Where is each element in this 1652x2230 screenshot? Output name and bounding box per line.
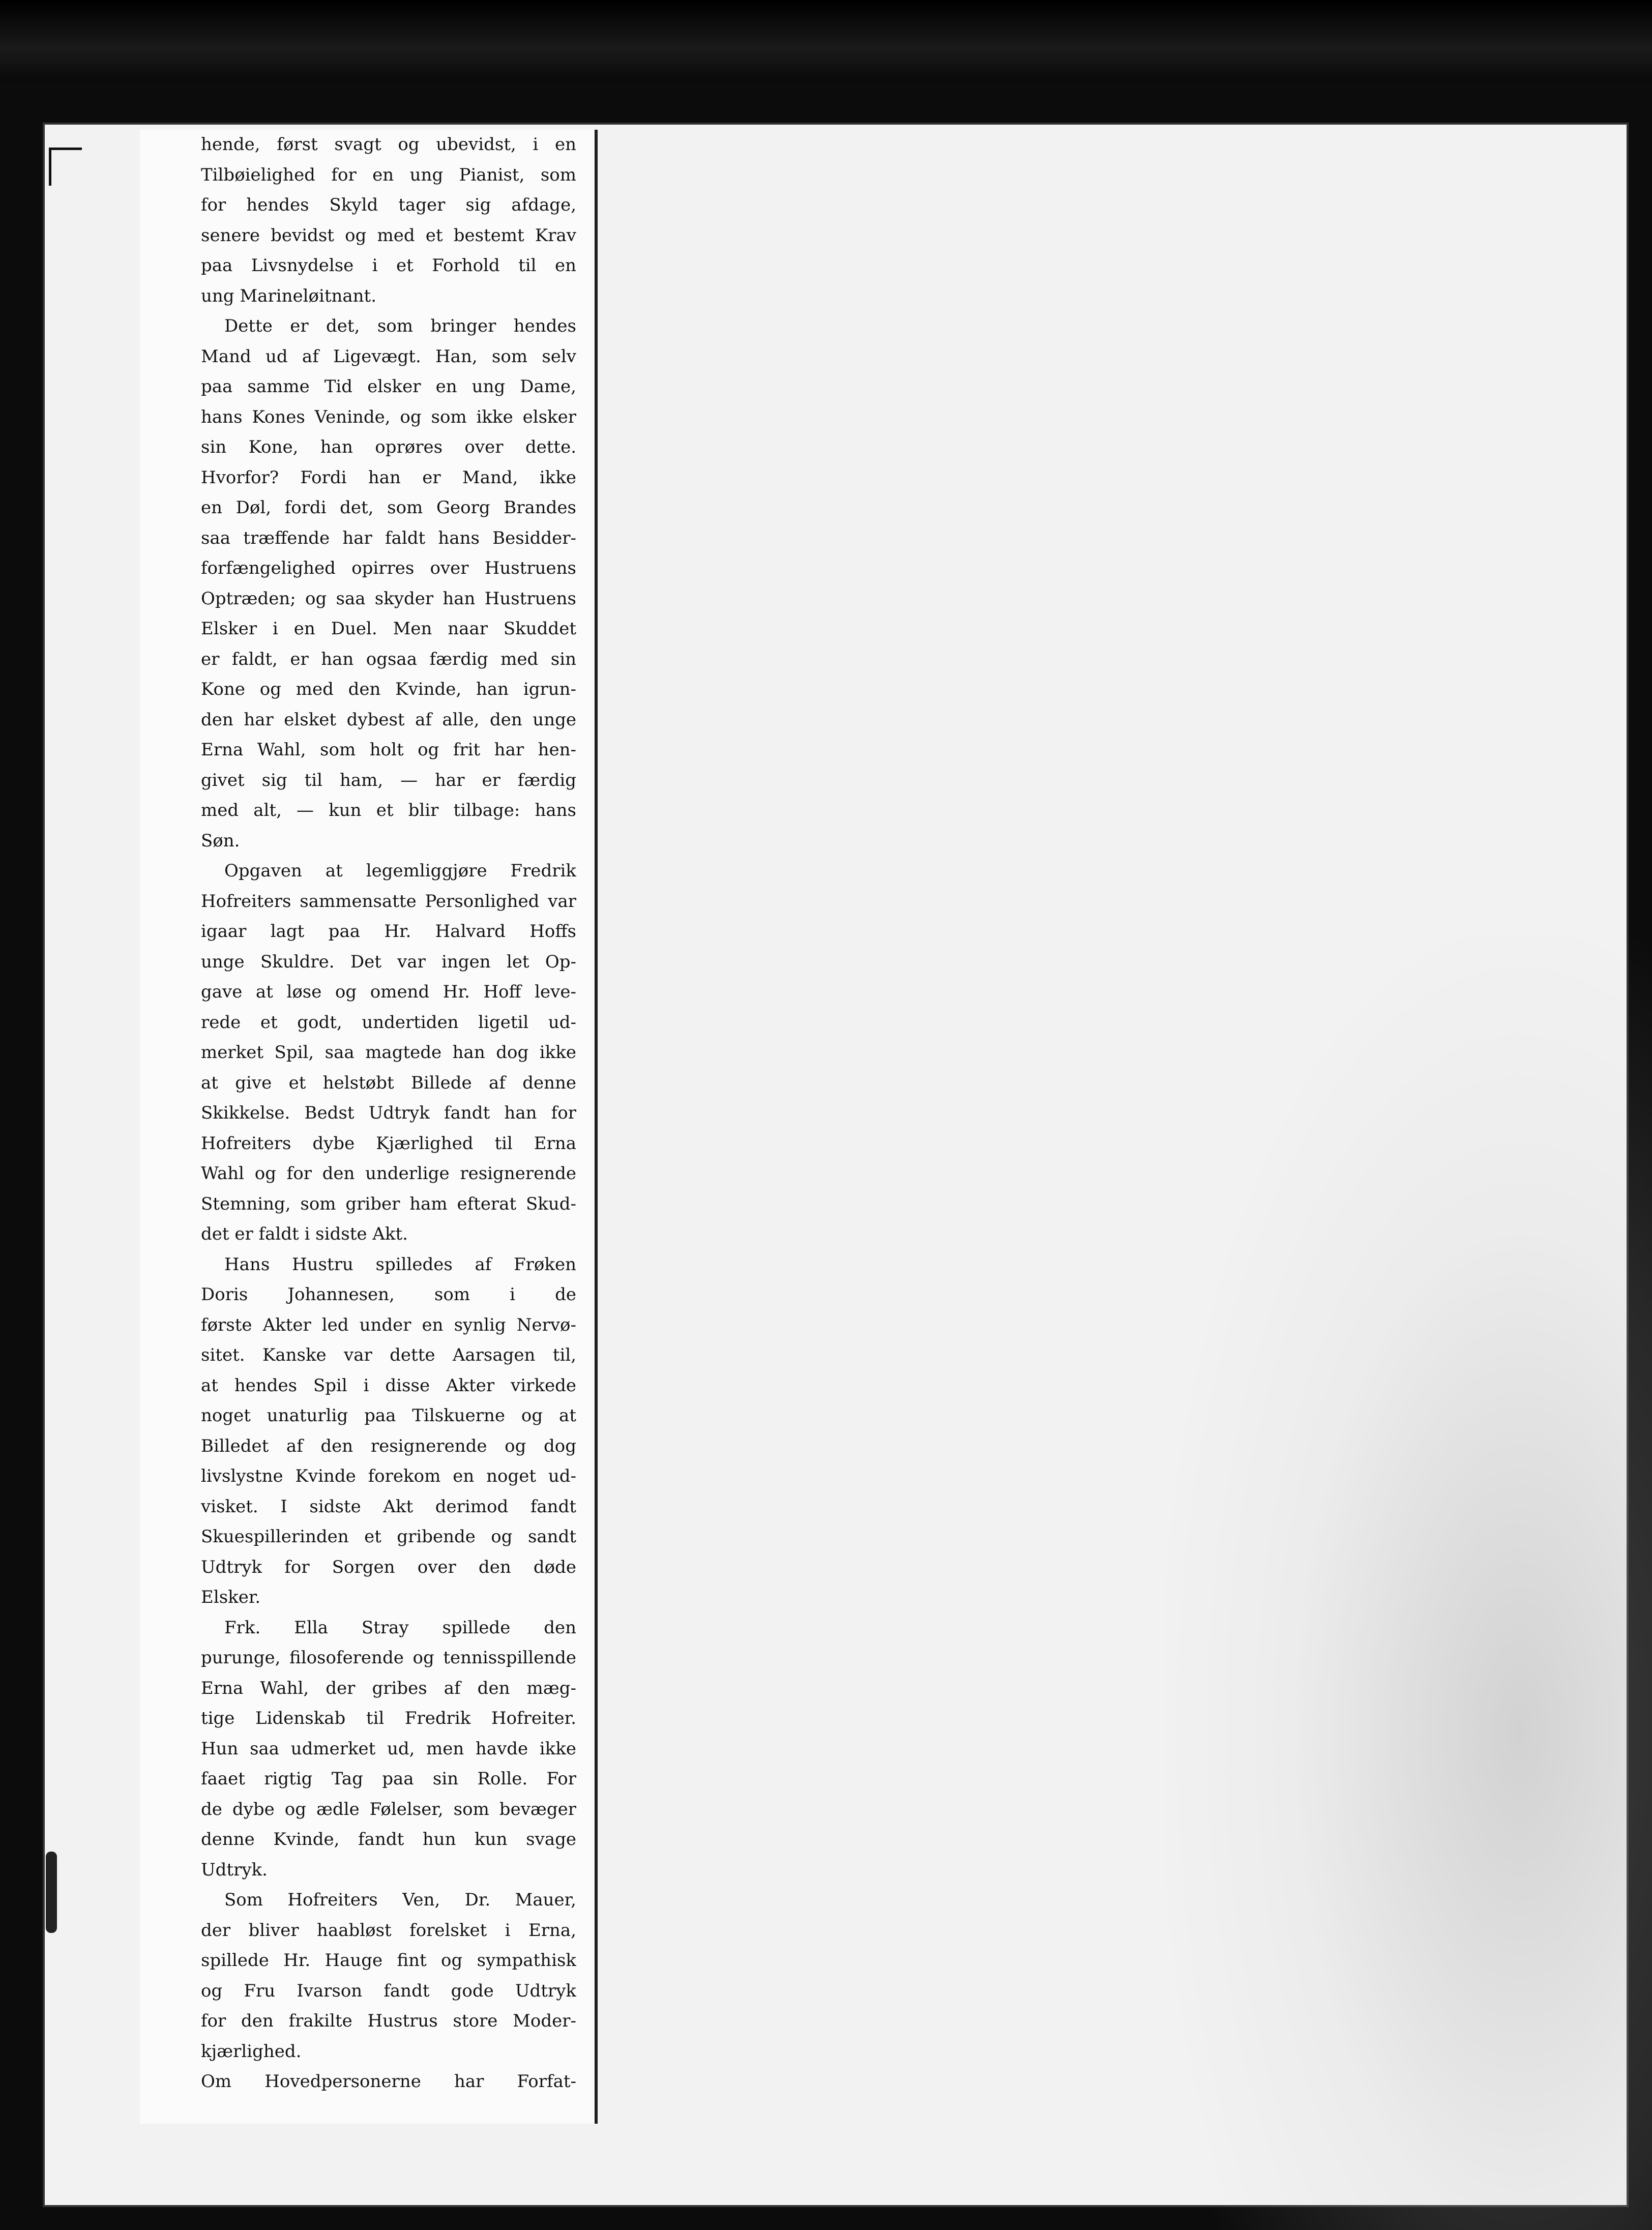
article-line: paa Livsnydelse i et Forhold til en [201,255,576,276]
article-line: purunge, filosoferende og tennisspillende [201,1648,576,1668]
article-line: ung Marineløitnant. [201,285,377,306]
article-line: de dybe og ædle Følelser, som bevæger [201,1799,576,1820]
article-line: paa samme Tid elsker en ung Dame, [201,376,576,397]
article-line: Dette er det, som bringer hendes [224,316,576,336]
article-line: for den frakilte Hustrus store Moder- [201,2011,576,2031]
article-line: at hendes Spil i disse Akter virkede [201,1375,576,1396]
article-line: Frk. Ella Stray spillede den [224,1617,576,1638]
article-line: rede et godt, undertiden ligetil ud- [201,1012,576,1033]
article-line: den har elsket dybest af alle, den unge [201,709,576,730]
article-line: at give et helstøbt Billede af denne [201,1072,576,1093]
article-line: en Døl, fordi det, som Georg Brandes [201,497,576,518]
article-line: noget unaturlig paa Tilskuerne og at [201,1405,576,1426]
article-line: Mand ud af Ligevægt. Han, som selv [201,346,576,367]
ink-blot [46,1852,57,1933]
article-line: Tilbøielighed for en ung Pianist, som [201,164,576,185]
article-line: første Akter led under en synlig Nervø- [201,1314,576,1335]
article-line: det er faldt i sidste Akt. [201,1224,408,1244]
article-line: Billedet af den resignerende og dog [201,1435,576,1456]
article-line: med alt, — kun et blir tilbage: hans [201,800,576,820]
article-line: hans Kones Veninde, og som ikke elsker [201,406,576,427]
article-line: spillede Hr. Hauge fint og sympathisk [201,1950,576,1971]
article-line: unge Skuldre. Det var ingen let Op- [201,951,576,972]
article-line: denne Kvinde, fandt hun kun svage [201,1829,576,1850]
article-line: Udtryk. [201,1859,268,1880]
article-line: hende, først svagt og ubevidst, i en [201,134,576,155]
article-line: Opgaven at legemliggjøre Fredrik [224,861,576,881]
article-line: Kone og med den Kvinde, han igrun- [201,679,576,699]
article-line: faaet rigtig Tag paa sin Rolle. For [201,1769,576,1789]
article-line: Som Hofreiters Ven, Dr. Mauer, [224,1890,576,1910]
article-line: saa træffende har faldt hans Besidder- [201,527,576,548]
article-line: merket Spil, saa magtede han dog ikke [201,1042,576,1063]
article-line: forfængelighed opirres over Hustruens [201,558,576,578]
article-line: tige Lidenskab til Fredrik Hofreiter. [201,1708,576,1728]
article-line: Erna Wahl, der gribes af den mæg- [201,1678,576,1698]
article-line: Hans Hustru spilledes af Frøken [224,1254,576,1275]
article-line: Udtryk for Sorgen over den døde [201,1557,576,1577]
article-line: og Fru Ivarson fandt gode Udtryk [201,1980,576,2001]
article-line: Hun saa udmerket ud, men havde ikke [201,1738,576,1759]
article-line: Wahl og for den underlige resignerende [201,1163,576,1184]
article-line: livslystne Kvinde forekom en noget ud- [201,1466,576,1486]
article-line: givet sig til ham, — har er færdig [201,770,576,790]
article-line: Hofreiters dybe Kjærlighed til Erna [201,1133,576,1154]
article-line: Søn. [201,830,240,851]
newspaper-clipping [140,130,598,2124]
article-line: for hendes Skyld tager sig afdage, [201,195,576,215]
article-line: Om Hovedpersonerne har Forfat- [201,2071,576,2092]
film-frame-edge [0,0,1652,81]
article-line: gave at løse og omend Hr. Hoff leve- [201,982,576,1002]
article-line: senere bevidst og med et bestemt Krav [201,225,576,246]
article-line: Stemning, som griber ham efterat Skud- [201,1193,576,1214]
article-line: Hofreiters sammensatte Personlighed var [201,891,576,912]
article-line: igaar lagt paa Hr. Halvard Hoffs [201,921,576,942]
article-text-column [201,130,576,2097]
paper-shading [1164,938,1652,2230]
article-line: Doris Johannesen, som i de [201,1284,576,1305]
article-line: Hvorfor? Fordi han er Mand, ikke [201,467,576,488]
corner-crop-mark [49,148,82,186]
article-line: Erna Wahl, som holt og frit har hen- [201,740,576,760]
article-line: Skuespillerinden et gribende og sandt [201,1527,576,1547]
article-line: visket. I sidste Akt derimod fandt [201,1496,576,1517]
article-line: Elsker. [201,1587,261,1607]
article-line: Skikkelse. Bedst Udtryk fandt han for [201,1103,576,1123]
article-line: kjærlighed. [201,2041,302,2062]
article-line: sin Kone, han oprøres over dette. [201,437,576,457]
article-line: Elsker i en Duel. Men naar Skuddet [201,619,576,639]
article-line: er faldt, er han ogsaa færdig med sin [201,649,576,669]
article-line: der bliver haabløst forelsket i Erna, [201,1920,576,1941]
article-line: sitet. Kanske var dette Aarsagen til, [201,1345,576,1365]
article-line: Optræden; og saa skyder han Hustruens [201,588,576,609]
